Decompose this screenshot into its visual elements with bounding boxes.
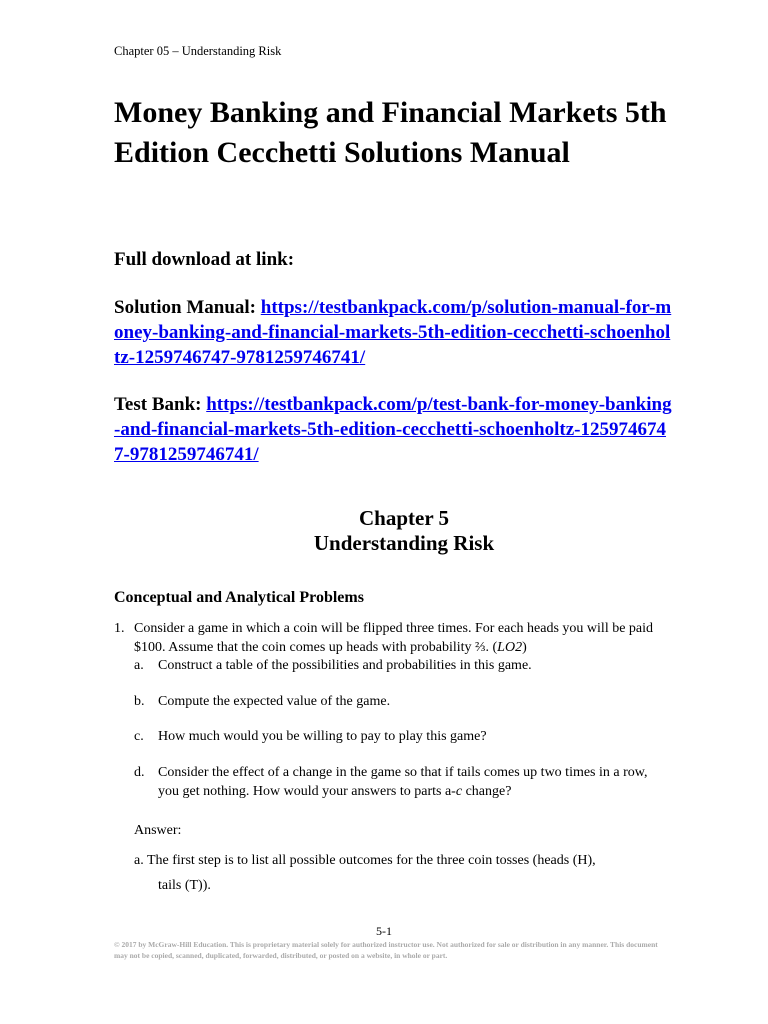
problem-number: 1. xyxy=(114,621,125,636)
sub-question-letter: c. xyxy=(134,729,144,744)
answer-label: Answer: xyxy=(134,823,182,838)
page-number: 5-1 xyxy=(376,924,392,938)
chapter-number: Chapter 5 xyxy=(358,506,450,530)
chapter-heading xyxy=(114,506,694,556)
sub-question-text: Compute the expected value of the game. xyxy=(158,694,391,709)
sub-question-text-end: change? xyxy=(462,784,512,799)
test-bank-label: Test Bank: xyxy=(114,394,207,415)
problem-text-main: Consider a game in which a coin will be flipped three times. For each heads you will be paid $100. Assume that the coin comes up heads with probability ⅔. ( xyxy=(134,621,654,655)
problem-text-end: ) xyxy=(522,640,527,655)
answer-text-continued: tails (T)). xyxy=(158,878,211,893)
sub-question-text xyxy=(158,763,663,801)
learning-objective: LO2 xyxy=(497,640,523,655)
document-title: Money Banking and Financial Markets 5th Edition Cecchetti Solutions Manual xyxy=(114,96,667,169)
solution-manual-block xyxy=(114,295,674,370)
download-heading: Full download at link: xyxy=(114,249,295,270)
sub-question-text-italic: c xyxy=(455,784,463,799)
sub-question-text-main: Consider the effect of a change in the game so that if tails comes up two times in a row, you get nothing. How would your answers to parts a- xyxy=(158,765,648,799)
test-bank-link[interactable]: https://testbankpack.com/p/test-bank-for-money-banking-and-financial-markets-5th-edition-cecchetti-schoenholtz-1259746747-9781259746741/ xyxy=(114,394,672,465)
running-header: Chapter 05 – Understanding Risk xyxy=(114,44,282,58)
answer-text: a. The first step is to list all possible outcomes for the three coin tosses (heads (H), xyxy=(134,853,596,868)
solution-manual-link[interactable]: https://testbankpack.com/p/solution-manual-for-money-banking-and-financial-markets-5th-edition-cecchetti-schoenholtz-1259746747-9781259746741/ xyxy=(114,297,672,368)
sub-question-letter: b. xyxy=(134,694,145,709)
sub-question-text: Construct a table of the possibilities and probabilities in this game. xyxy=(158,658,532,673)
sub-question-letter: d. xyxy=(134,765,145,780)
section-heading: Conceptual and Analytical Problems xyxy=(114,589,364,606)
copyright-notice: © 2017 by McGraw-Hill Education. This is proprietary material solely for authorized instructor use. Not authorized for sale or distribution in any manner. This document may not be copied, scanned, duplicated, forwarded, distributed, or posted on a website, in whole or part. xyxy=(114,940,658,960)
solution-manual-label: Solution Manual: xyxy=(114,297,261,318)
sub-question-letter: a. xyxy=(134,658,144,673)
sub-question-text: How much would you be willing to pay to play this game? xyxy=(158,729,487,744)
chapter-title: Understanding Risk xyxy=(313,531,495,555)
problem-text xyxy=(134,619,664,657)
test-bank-block xyxy=(114,392,674,467)
